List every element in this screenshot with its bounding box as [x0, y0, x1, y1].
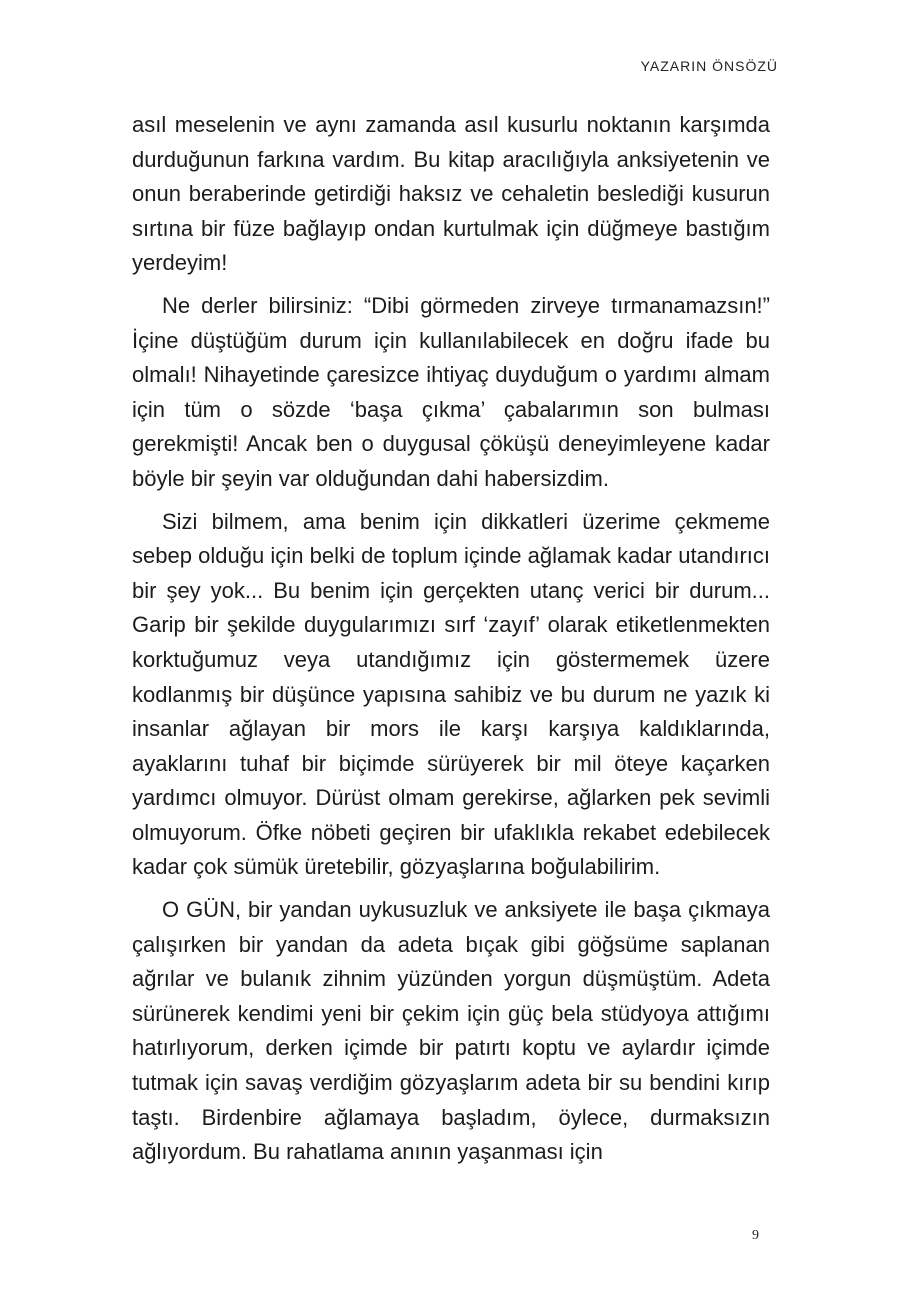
page-number: 9 [752, 1228, 759, 1243]
running-head: YAZARIN ÖNSÖZÜ [640, 58, 778, 74]
paragraph-1: asıl meselenin ve aynı zamanda asıl kusurlu noktanın karşımda durduğunun farkına vardım. Bu kitap aracılığıyla anksiyetenin ve onun beraberinde getirdiği haksız ve cehaletin beslediği kusurun sırtına bir füze bağlayıp ondan kurtulmak için düğmeye bastığım yerdeyim! [132, 112, 770, 276]
paragraph-4: O GÜN, bir yandan uykusuzluk ve anksiyete ile başa çıkmaya çalışırken bir yandan da adeta bıçak gibi göğsüme saplanan ağrılar ve bulanık zihnim yüzünden yorgun düşmüştüm. Adeta sürünerek kendimi yeni bir çekim için güç bela stüdyoya attığımı hatırlıyorum, derken içimde bir patırtı koptu ve aylardır içimde tutmak için savaş verdiğim gözyaşlarım adeta bir su bendini kırıp taştı. Birdenbire ağlamaya başladım, öylece, durmaksızın ağlıyordum. Bu rahatlama anının yaşanması için [132, 897, 770, 1165]
paragraph-2: Ne derler bilirsiniz: “Dibi görmeden zirveye tırmanamazsın!” İçine düştüğüm durum için kullanılabilecek en doğru ifade bu olmalı! Nihayetinde çaresizce ihtiyaç duyduğum o yardımı almam için tüm o sözde ‘başa çıkma’ çabalarımın son bulması gerekmişti! Ancak ben o duygusal çöküşü deneyimleyene kadar böyle bir şeyin var olduğundan dahi habersizdim. [132, 292, 770, 491]
body-text [132, 108, 770, 1178]
paragraph-3: Sizi bilmem, ama benim için dikkatleri üzerime çekmeme sebep olduğu için belki de toplum içinde ağlamak kadar utandırıcı bir şey yok... Bu benim için gerçekten utanç verici bir durum... Garip bir şekilde duygularımızı sırf ‘zayıf’ olarak etiketlenmekten korktuğumuz veya utandığımız için göstermemek üzere kodlanmış bir düşünce yapısına sahibiz ve bu durum ne yazık ki insanlar ağlayan bir mors ile karşı karşıya kaldıklarında, ayaklarını tuhaf bir biçimde sürüyerek bir mil öteye kaçarken yardımcı olmuyor. Dürüst olmam gerekirse, ağlarken pek sevimli olmuyorum. Öfke nöbeti geçiren bir ufaklıkla rekabet edebilecek kadar çok sümük üretebilir, gözyaşlarına boğulabilirim. [132, 508, 770, 880]
